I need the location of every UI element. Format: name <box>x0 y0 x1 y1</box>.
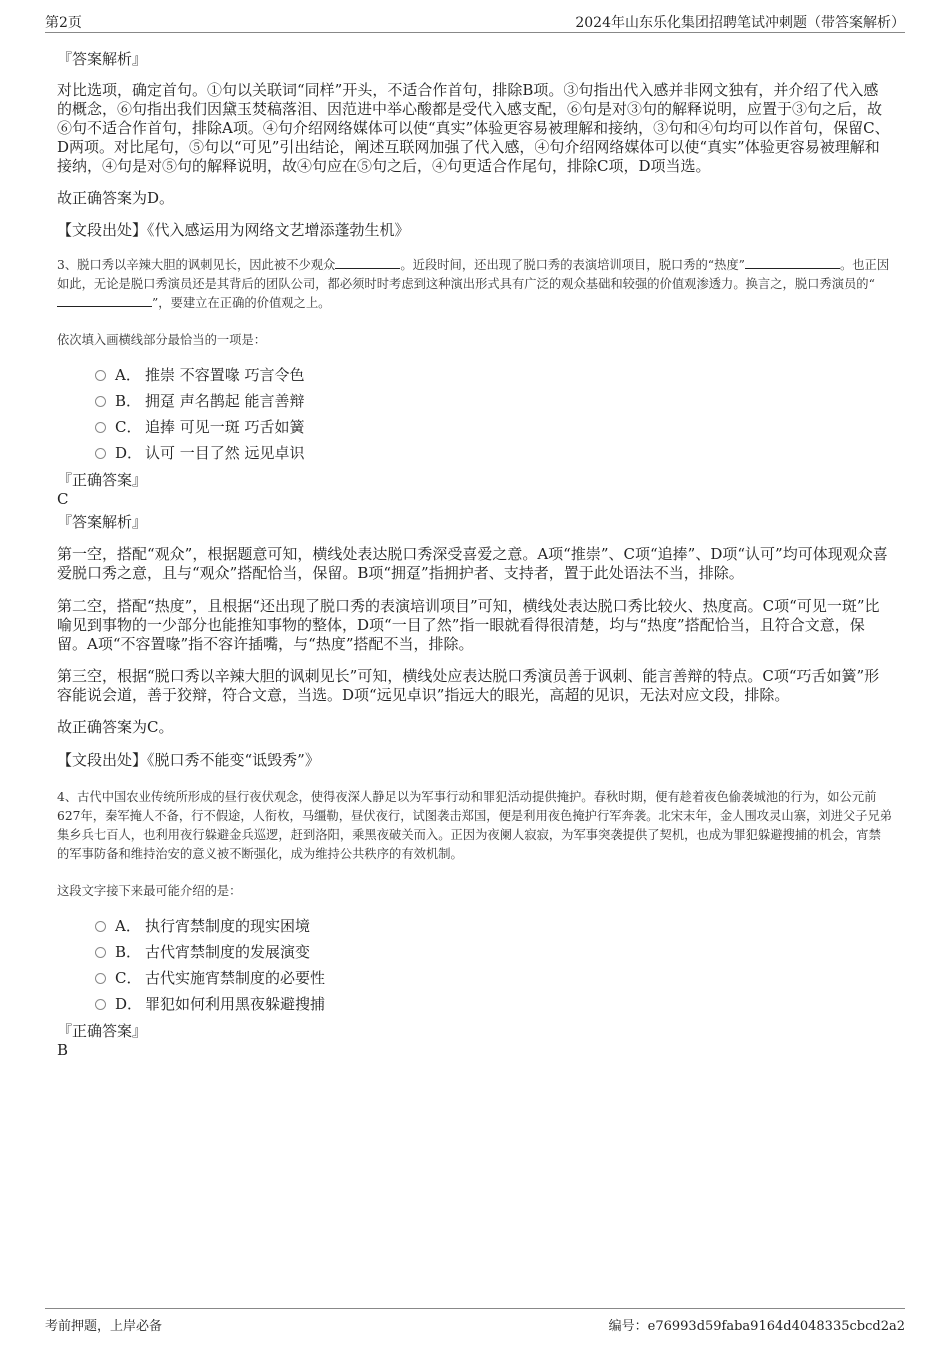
blank-3 <box>57 294 152 307</box>
q4-option-d[interactable]: D． 罪犯如何利用黑夜躲避搜捕 <box>95 993 325 1015</box>
radio-icon[interactable] <box>95 999 106 1010</box>
q3-analysis-label: 『答案解析』 <box>57 513 148 531</box>
q3-analysis-para-3: 第三空，根据“脱口秀以辛辣大胆的讽刺见长”可知，横线处应表达脱口秀演员善于讽刺、能言善辩的特点。C项“巧舌如簧”形容能说会道，善于狡辩，符合文意，当选。D项“远见卓识”指远大的眼光，高超的见识，无法对应文段，排除。 <box>57 667 880 704</box>
q3-prompt: 依次填入画横线部分最恰当的一项是： <box>57 333 267 347</box>
q4-correct-answer: B <box>57 1041 69 1059</box>
radio-icon[interactable] <box>95 973 106 984</box>
q3-option-d[interactable]: D． 认可 一目了然 远见卓识 <box>95 442 305 464</box>
q3-analysis-para-1: 第一空，搭配“观众”，根据题意可知，横线处表达脱口秀深受喜爱之意。A项“推崇”、C项“追捧”、D项“认可”均可体现观众喜爱脱口秀之意，且与“观众”搭配恰当，保留。B项“拥趸”指拥护者、支持者，置于此处语法不当，排除。 <box>57 545 888 582</box>
q2-analysis-text: 对比选项，确定首句。①句以关联词“同样”开头，不适合作首句，排除B项。③句指出代入感并非网文独有，并介绍了代入感的概念，⑥句指出我们因黛玉焚稿落泪、因范进中举心酸都是受代入感支配，⑥句是对③句的解释说明，应置于③句之后，故⑥句不适合作首句，排除A项。④句介绍网络媒体可以使“真实”体验更容易被理解和接纳，③句和④句均可以作首句，保留C、D两项。对比尾句，⑤句以“可见”引出结论，阐述互联网加强了代入感，④句介绍网络媒体可以使“真实”体验更容易被理解和接纳，④句是对⑤句的解释说明，故④句应在⑤句之后，④句更适合作尾句，排除C项，D项当选。 <box>57 81 890 175</box>
q4-prompt: 这段文字接下来最可能介绍的是： <box>57 884 242 898</box>
document-title: 2024年山东乐化集团招聘笔试冲刺题（带答案解析） <box>575 15 905 31</box>
q4-stem: 4、古代中国农业传统所形成的昼行夜伏观念，使得夜深人静足以为军事行动和罪犯活动提供掩护。春秋时期，便有趁着夜色偷袭城池的行为，如公元前627年，秦军掩人不备，行不假途，人衔枚，马缰勒，昼伏夜行，试图袭击郑国，便是利用夜色掩护行军奔袭。北宋末年，金人围攻灵山寨，刘进父子兄弟集乡兵七百人，也利用夜行躲避金兵巡逻，赶到洛阳，乘黑夜破关而入。正因为夜阑人寂寂，为军事突袭提供了契机，也成为罪犯躲避搜捕的机会，宵禁的军事防备和维持治安的意义被不断强化，成为维持公共秩序的有效机制。 <box>57 790 893 861</box>
radio-icon[interactable] <box>95 370 106 381</box>
q3-conclusion: 故正确答案为C。 <box>57 718 174 736</box>
radio-icon[interactable] <box>95 448 106 459</box>
q3-correct-answer: C <box>57 490 69 508</box>
q3-analysis-para-2: 第二空，搭配“热度”，且根据“还出现了脱口秀的表演培训项目”可知，横线处表达脱口秀比较火、热度高。C项“可见一斑”比喻见到事物的一少部分也能推知事物的整体，D项“一目了然”指一眼就看得很清楚，均与“热度”搭配恰当，且符合文意，保留。A项“不容置喙”指不容许插嘴，与“热度”搭配不当，排除。 <box>57 597 880 653</box>
q3-stem: 3、脱口秀以辛辣大胆的讽刺见长，因此被不少观众 。近段时间，还出现了脱口秀的表演培训项目，脱口秀的“热度” 。也正因如此，无论是脱口秀演员还是其背后的团队公司，都必须时时考虑到这种演出形式具有广泛的观众基础和较强的价值观渗透力。换言之，脱口秀演员的“”，要建立在正确的价值观之上。 <box>57 258 890 310</box>
page-footer <box>45 1308 905 1335</box>
radio-icon[interactable] <box>95 396 106 407</box>
footer-slogan: 考前押题，上岸必备 <box>45 1319 163 1334</box>
radio-icon[interactable] <box>95 947 106 958</box>
q3-source: 【文段出处】《脱口秀不能变“诋毁秀”》 <box>57 751 320 769</box>
q3-option-b[interactable]: B． 拥趸 声名鹊起 能言善辩 <box>95 390 305 412</box>
q4-correct-label: 『正确答案』 <box>57 1022 148 1040</box>
document-id: 编号：e76993d59faba9164d4048335cbcd2a2 <box>608 1319 905 1334</box>
q2-source: 【文段出处】《代入感运用为网络文艺增添蓬勃生机》 <box>57 221 410 239</box>
blank-2 <box>745 256 840 269</box>
radio-icon[interactable] <box>95 422 106 433</box>
q3-option-a[interactable]: A． 推崇 不容置喙 巧言令色 <box>95 364 305 386</box>
q2-analysis-label: 『答案解析』 <box>57 50 148 68</box>
q2-conclusion: 故正确答案为D。 <box>57 189 175 207</box>
radio-icon[interactable] <box>95 921 106 932</box>
q3-correct-label: 『正确答案』 <box>57 471 148 489</box>
q4-option-b[interactable]: B． 古代宵禁制度的发展演变 <box>95 941 310 963</box>
blank-1 <box>335 256 400 269</box>
q3-option-c[interactable]: C． 追捧 可见一斑 巧舌如簧 <box>95 416 305 438</box>
q4-option-c[interactable]: C． 古代实施宵禁制度的必要性 <box>95 967 325 989</box>
page-header <box>45 10 905 33</box>
q4-option-a[interactable]: A． 执行宵禁制度的现实困境 <box>95 915 310 937</box>
page-number: 第2页 <box>45 15 82 31</box>
